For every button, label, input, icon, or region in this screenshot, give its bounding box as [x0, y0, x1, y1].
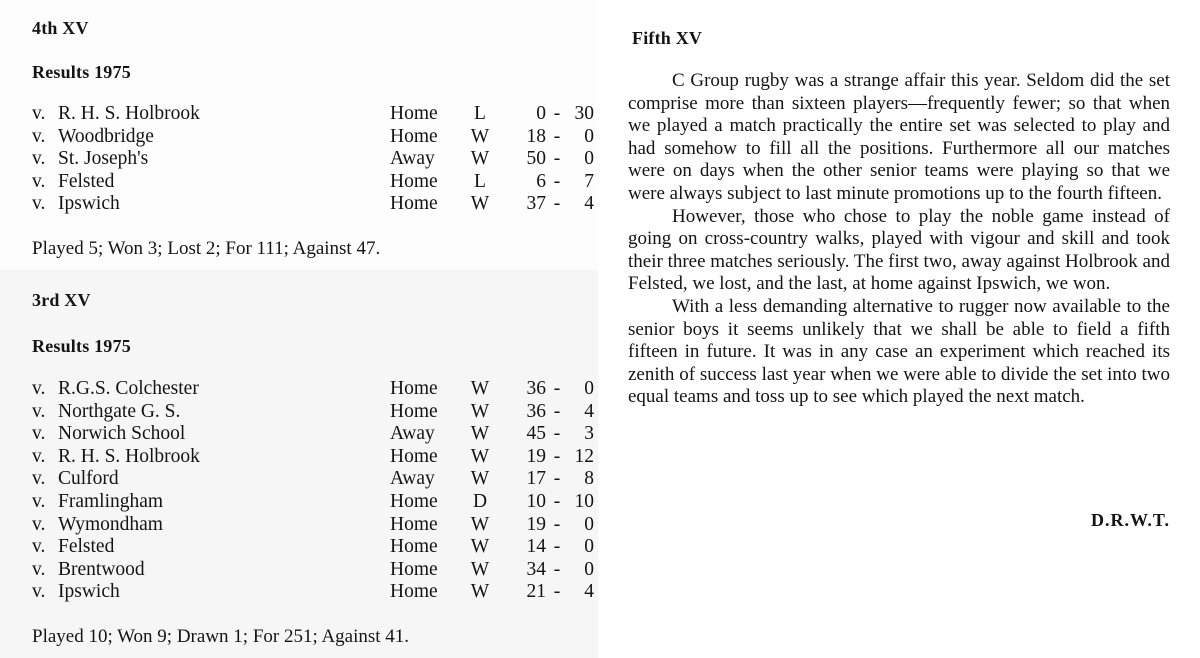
- versus-marker: v.: [32, 400, 46, 422]
- fourth-xv-results-heading: Results 1975: [32, 62, 131, 82]
- points-against: 0: [584, 378, 594, 399]
- article-paragraph: However, those who chose to play the noble game instead of going on cross-country walks, played with vigour and skill and took their three matches seriously. The first two, away against Holbrook and Felsted, we lost, and the last, at home against Ipswich, we won.: [628, 205, 1170, 295]
- points-against: 0: [584, 536, 594, 558]
- venue: Home: [390, 193, 438, 215]
- result-row: [32, 559, 592, 582]
- venue: Home: [390, 490, 438, 512]
- result-row: [32, 103, 592, 126]
- points-for: 36: [526, 378, 546, 399]
- result-row: [32, 491, 592, 514]
- venue: Home: [390, 445, 438, 467]
- third-xv-results-table: [32, 378, 592, 604]
- match-result: L: [474, 170, 486, 192]
- score-separator: -: [553, 445, 561, 467]
- points-against: 0: [584, 513, 594, 535]
- opponent-name: Ipswich: [58, 581, 120, 603]
- opponent-name: Felsted: [58, 170, 115, 192]
- points-against: 4: [584, 400, 594, 422]
- points-against: 12: [574, 445, 594, 467]
- points-for: 10: [526, 490, 546, 512]
- points-for: 21: [526, 581, 546, 603]
- result-row: [32, 126, 592, 149]
- score-separator: -: [553, 103, 561, 124]
- match-result: L: [474, 103, 486, 124]
- points-for: 19: [526, 513, 546, 535]
- score-separator: -: [553, 513, 561, 535]
- result-row: [32, 148, 592, 171]
- author-signature: D.R.W.T.: [1090, 510, 1170, 530]
- result-row: [32, 536, 592, 559]
- versus-marker: v.: [32, 148, 46, 170]
- match-result: W: [470, 513, 490, 535]
- fifth-xv-article: [628, 70, 1170, 409]
- venue: Home: [390, 513, 438, 535]
- points-against: 4: [584, 193, 594, 215]
- match-result: W: [470, 581, 490, 603]
- result-row: [32, 514, 592, 537]
- versus-marker: v.: [32, 581, 46, 603]
- third-xv-summary: Played 10; Won 9; Drawn 1; For 251; Against 41.: [32, 626, 410, 647]
- opponent-name: Wymondham: [58, 513, 163, 535]
- points-for: 6: [536, 170, 546, 192]
- versus-marker: v.: [32, 193, 46, 215]
- score-separator: -: [553, 125, 561, 147]
- third-xv-title: 3rd XV: [32, 290, 91, 310]
- result-row: [32, 423, 592, 446]
- fourth-xv-summary: Played 5; Won 3; Lost 2; For 111; Against 47.: [32, 238, 381, 259]
- versus-marker: v.: [32, 536, 46, 558]
- venue: Away: [390, 423, 435, 445]
- match-result: W: [470, 378, 490, 399]
- score-separator: -: [553, 170, 561, 192]
- match-result: W: [470, 148, 490, 170]
- points-against: 0: [584, 125, 594, 147]
- opponent-name: St. Joseph's: [58, 148, 149, 170]
- match-result: W: [470, 558, 490, 580]
- fourth-xv-title: 4th XV: [32, 18, 89, 38]
- venue: Away: [390, 148, 435, 170]
- venue: Home: [390, 400, 438, 422]
- result-row: [32, 171, 592, 194]
- score-separator: -: [553, 558, 561, 580]
- points-for: 0: [536, 103, 546, 124]
- match-result: W: [470, 193, 490, 215]
- article-paragraph: C Group rugby was a strange affair this year. Seldom did the set comprise more than sixteen players—frequently fewer; so that when we played a match practically the entire set was selected to play and had somehow to fill all the positions. Furthermore all our matches were on days when the other senior teams were playing so that we were always subject to last minute promotions up to the fourth fifteen.: [628, 70, 1170, 204]
- points-for: 36: [526, 400, 546, 422]
- points-against: 10: [574, 490, 594, 512]
- score-separator: -: [553, 378, 561, 399]
- points-for: 45: [526, 423, 546, 445]
- points-for: 34: [526, 558, 546, 580]
- result-row: [32, 401, 592, 424]
- score-separator: -: [553, 581, 561, 603]
- points-for: 50: [526, 148, 546, 170]
- match-result: W: [470, 536, 490, 558]
- opponent-name: Brentwood: [58, 558, 145, 580]
- match-result: W: [470, 468, 490, 490]
- venue: Home: [390, 581, 438, 603]
- points-for: 19: [526, 445, 546, 467]
- score-separator: -: [553, 193, 561, 215]
- opponent-name: Northgate G. S.: [58, 400, 181, 422]
- points-for: 18: [526, 125, 546, 147]
- article-paragraph: With a less demanding alternative to rugger now available to the senior boys it seems unlikely that we shall be able to field a fifth fifteen in future. It was in any case an experiment which reached its zenith of success last year when we were able to divide the set into two equal teams and toss up to see which played the next match.: [628, 295, 1170, 408]
- score-separator: -: [553, 423, 561, 445]
- versus-marker: v.: [32, 558, 46, 580]
- venue: Home: [390, 103, 438, 124]
- opponent-name: Framlingham: [58, 490, 164, 512]
- third-xv-results-heading: Results 1975: [32, 336, 131, 356]
- points-against: 3: [584, 423, 594, 445]
- result-row: [32, 193, 592, 216]
- opponent-name: R. H. S. Holbrook: [58, 103, 200, 124]
- match-result: W: [470, 445, 490, 467]
- versus-marker: v.: [32, 513, 46, 535]
- versus-marker: v.: [32, 170, 46, 192]
- points-against: 0: [584, 148, 594, 170]
- points-for: 17: [526, 468, 546, 490]
- opponent-name: R. H. S. Holbrook: [58, 445, 200, 467]
- venue: Away: [390, 468, 435, 490]
- venue: Home: [390, 378, 438, 399]
- venue: Home: [390, 125, 438, 147]
- match-result: W: [470, 423, 490, 445]
- opponent-name: Felsted: [58, 536, 115, 558]
- versus-marker: v.: [32, 423, 46, 445]
- match-result: W: [470, 400, 490, 422]
- points-against: 30: [574, 103, 594, 124]
- versus-marker: v.: [32, 378, 46, 399]
- score-separator: -: [553, 400, 561, 422]
- venue: Home: [390, 558, 438, 580]
- fifth-xv-title: Fifth XV: [632, 28, 703, 48]
- versus-marker: v.: [32, 468, 46, 490]
- result-row: [32, 378, 592, 401]
- versus-marker: v.: [32, 445, 46, 467]
- points-for: 37: [526, 193, 546, 215]
- points-against: 7: [584, 170, 594, 192]
- opponent-name: R.G.S. Colchester: [58, 378, 199, 399]
- versus-marker: v.: [32, 125, 46, 147]
- match-result: D: [472, 490, 488, 512]
- venue: Home: [390, 170, 438, 192]
- result-row: [32, 446, 592, 469]
- opponent-name: Culford: [58, 468, 119, 490]
- opponent-name: Ipswich: [58, 193, 120, 215]
- score-separator: -: [553, 490, 561, 512]
- points-against: 8: [584, 468, 594, 490]
- score-separator: -: [553, 468, 561, 490]
- versus-marker: v.: [32, 103, 46, 124]
- match-result: W: [470, 125, 490, 147]
- points-for: 14: [526, 536, 546, 558]
- fourth-xv-results-table: [32, 103, 592, 216]
- score-separator: -: [553, 148, 561, 170]
- points-against: 0: [584, 558, 594, 580]
- venue: Home: [390, 536, 438, 558]
- versus-marker: v.: [32, 490, 46, 512]
- opponent-name: Norwich School: [58, 423, 186, 445]
- score-separator: -: [553, 536, 561, 558]
- result-row: [32, 581, 592, 604]
- points-against: 4: [584, 581, 594, 603]
- result-row: [32, 468, 592, 491]
- opponent-name: Woodbridge: [58, 125, 154, 147]
